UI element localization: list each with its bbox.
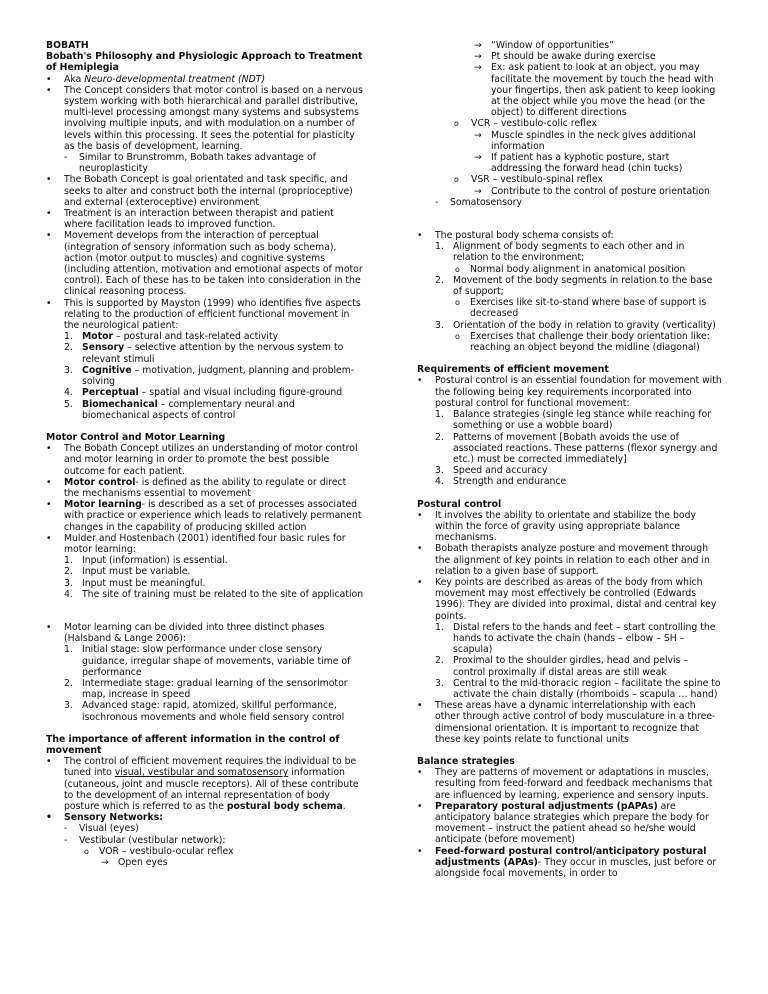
list-item: • The Bobath Concept utilizes an understanding of motor control and motor learning in order to promote the best possible outcome for each patient.	[46, 443, 364, 477]
section-heading-requirements: Requirements of efficient movement	[417, 364, 609, 376]
numbered-item: 5. Biomechanical – complementary neural and biomechanical aspects of control	[64, 398, 295, 421]
numbered-item: 3. Orientation of the body in relation to gravity (verticality)	[435, 319, 716, 331]
list-item: • They are patterns of movement or adaptations in muscles, resulting from feed-forward and feedback mechanisms that are influenced by learning, experience and sensory inputs.	[417, 767, 722, 801]
list-subitem: → Pt should be awake during exercise	[417, 51, 722, 62]
list-item: • Preparatory postural adjustments (pAPAs) are anticipatory balance strategies which prepare the body for movement – instruct the patient ahead so he/she would anticipate (before movement)	[417, 801, 722, 846]
numbered-item: 4. The site of training must be related to the site of application	[64, 588, 364, 600]
numbered-item: 2. Patterns of movement [Bobath avoids the use of associated reactions. These patterns (flexor synergy and etc.) must be corrected immediately]	[435, 431, 718, 465]
numbered-item: 3. Cognitive – motivation, judgment, planning and problem-solving	[64, 364, 355, 388]
list-item: • Motor learning- is described as a set of processes associated with practice or experience which leads to relatively permanent changes in the capability of producing skilled action	[46, 499, 364, 533]
list-item: • Mulder and Hostenbach (2001) identified four basic rules for motor learning:	[46, 533, 364, 555]
list-subitem: → Ex: ask patient to look at an object, you may facilitate the movement by touch the head with your fingertips, then ask patient to keep looking at the object while you move the head (or the object) to different directions	[417, 62, 722, 118]
list-subitem: → Contribute to the control of posture orientation	[417, 186, 722, 197]
list-subitem: o Exercises that challenge their body orientation like: reaching an object beyond the midline (diagonal)	[417, 331, 722, 353]
section-heading-afferent: The importance of afferent information in the control of movement	[46, 733, 340, 756]
section-heading-postural-control: Postural control	[417, 498, 502, 510]
numbered-item: 4. Perceptual – spatial and visual including figure-ground	[64, 387, 343, 399]
list-item: • Motor learning can be divided into three distinct phases (Halsband & Lange 2006):	[46, 622, 364, 644]
list-item: • Aka Neuro-developmental treatment (NDT)	[46, 74, 364, 85]
list-item: • Sensory Networks:	[46, 812, 364, 823]
numbered-item: 2. Movement of the body segments in relation to the base of support;	[435, 274, 713, 298]
list-subitem: - Vestibular (vestibular network):	[46, 835, 364, 846]
numbered-item: 2. Input must be variable.	[64, 566, 191, 578]
list-item: • The Bobath Concept is goal orientated and task specific, and seeks to alter and construct both the internal (proprioceptive) and external (exteroceptive) environment	[46, 174, 364, 208]
list-subitem: o VCR – vestibulo-colic reflex	[417, 118, 722, 129]
list-subitem: o VSR – vestibulo-spinal reflex	[417, 174, 722, 185]
list-subitem: - Similar to Brunstromm, Bobath takes advantage of neuroplasticity	[46, 152, 364, 174]
section-heading-philosophy: Bobath's Philosophy and Physiologic Approach to Treatment of Hemiplegia	[46, 51, 363, 74]
list-subitem: - Somatosensory	[417, 197, 722, 208]
numbered-item: 1. Initial stage: slow performance under close sensory guidance, irregular shape of movements, variable time of performance	[64, 644, 351, 678]
list-subitem: → Open eyes	[46, 857, 364, 868]
numbered-item: 1. Balance strategies (single leg stance while reaching for something or use a wobble board)	[435, 409, 712, 432]
numbered-item: 2. Intermediate stage: gradual learning of the sensorimotor map, increase in speed	[64, 677, 348, 701]
numbered-item: 3. Central to the mid-thoracic region – facilitate the spine to activate the chain distally (rhomboids – scapula … hand)	[435, 677, 721, 700]
right-column	[417, 40, 722, 879]
list-subitem: o VOR – vestibulo-ocular reflex	[46, 846, 364, 857]
numbered-item: 1. Distal refers to the hands and feet – start controlling the hands to activate the chain (hands – elbow – SH – scapula)	[435, 621, 716, 656]
list-subitem: → “Window of opportunities”	[417, 40, 722, 51]
list-item: • Movement develops from the interaction of perceptual (integration of sensory information such as body schema), action (motor output to muscles) and cognitive systems (including attention, motivation and emotional aspects of motor control). Each of these has to be taken into consideration in the clinical reasoning process.	[46, 230, 364, 297]
list-subitem: - Visual (eyes)	[46, 823, 364, 834]
list-item: • Key points are described as areas of the body from which movement may most effectively be controlled (Edwards 1996). They are divided into proximal, distal and central key points.	[417, 577, 722, 622]
list-subitem: → Muscle spindles in the neck gives additional information	[417, 130, 722, 152]
list-item: • Feed-forward postural control/anticipatory postural adjustments (APAs)- They occur in muscles, just before or alongside focal movements, in order to	[417, 846, 722, 880]
numbered-item: 4. Strength and endurance	[435, 476, 567, 488]
list-item: • The Concept considers that motor control is based on a nervous system working with both hierarchical and parallel distributive, multi-level processing amongst many systems and subsystems involving multiple inputs, and with modulation on a number of levels within this processing. It sees the potential for plasticity as the basis of development, learning.	[46, 85, 364, 152]
numbered-item: 1. Alignment of body segments to each other and in relation to the environment;	[435, 241, 685, 264]
numbered-item: 3. Speed and accuracy	[435, 465, 548, 477]
numbered-item: 1. Motor – postural and task-related activity	[64, 331, 279, 343]
numbered-item: 2. Proximal to the shoulder girdles, head and pelvis – control proximally if distal areas are still weak	[435, 655, 689, 678]
section-heading-motor-control: Motor Control and Motor Learning	[46, 431, 226, 443]
list-subitem: o Normal body alignment in anatomical position	[417, 264, 722, 275]
list-item: • Motor control- is defined as the ability to regulate or direct the mechanisms essential to movement	[46, 477, 364, 499]
list-subitem: o Exercises like sit-to-stand where base of support is decreased	[417, 297, 722, 319]
numbered-item: 3. Input must be meaningful.	[64, 577, 206, 589]
list-item: • Treatment is an interaction between therapist and patient where facilitation leads to improved function.	[46, 208, 364, 230]
numbered-item: 3. Advanced stage: rapid, atomized, skillful performance, isochronous movements and whole field sensory control	[64, 700, 345, 723]
list-item: • These areas have a dynamic interrelationship with each other through active control of body musculature in a three-dimensional orientation. It is important to recognize that these key points relate to functional units	[417, 700, 722, 745]
numbered-item: 1. Input (information) is essential.	[64, 555, 228, 567]
list-subitem: → If patient has a kyphotic posture, start addressing the forward head (chin tucks)	[417, 152, 722, 174]
list-item: • The control of efficient movement requires the individual to be tuned into visual, vestibular and somatosensory information (cutaneous, joint and muscle receptors). All of these contribute to the development of an internal representation of body posture which is referred to as the postural body schema.	[46, 756, 364, 812]
list-item: • The postural body schema consists of:	[417, 230, 722, 241]
left-column	[46, 40, 364, 868]
numbered-item: 2. Sensory – selective attention by the nervous system to relevant stimuli	[64, 342, 344, 365]
list-item: • Postural control is an essential foundation for movement with the following being key requirements incorporated into postural control for functional movement:	[417, 375, 722, 409]
section-heading-balance: Balance strategies	[417, 755, 515, 767]
list-item: • It involves the ability to orientate and stabilize the body within the force of gravity using appropriate balance mechanisms.	[417, 510, 722, 544]
list-item: • Bobath therapists analyze posture and movement through the alignment of key points in relation to each other and in relation to a given base of support.	[417, 543, 722, 577]
document-title: BOBATH	[46, 40, 89, 51]
list-item: • This is supported by Mayston (1999) who identifies five aspects relating to the production of efficient functional movement in the neurological patient:	[46, 298, 364, 332]
